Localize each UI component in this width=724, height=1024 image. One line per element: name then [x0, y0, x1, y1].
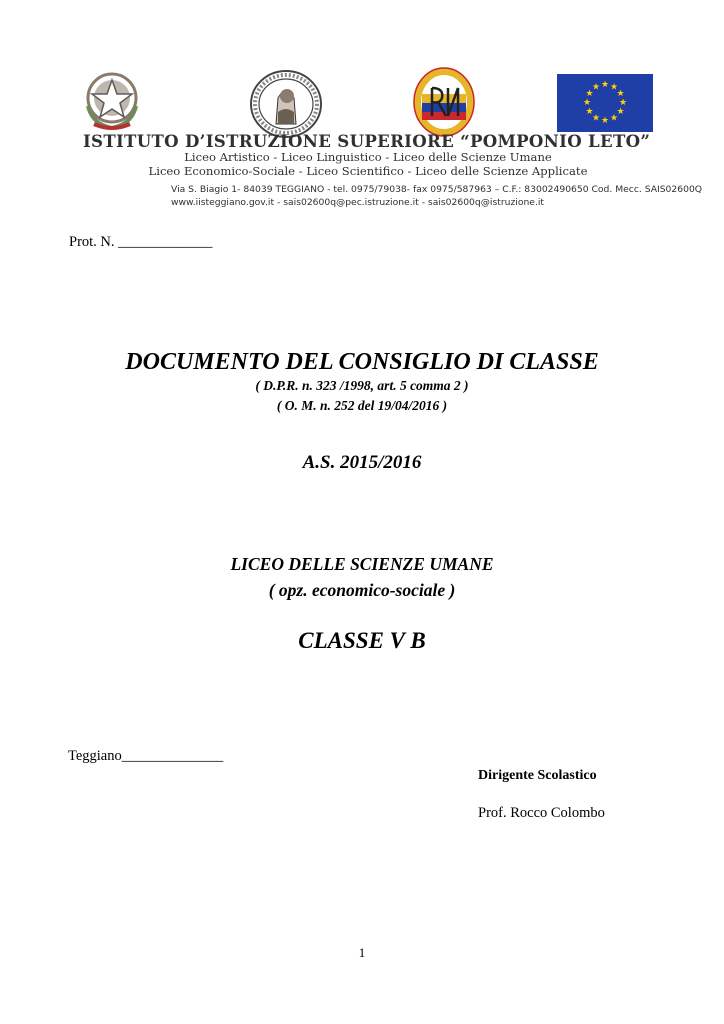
svg-text:★: ★ — [609, 82, 619, 93]
signature-role: Dirigente Scolastico — [478, 768, 597, 783]
course-name: LICEO DELLE SCIENZE UMANE — [230, 554, 494, 574]
svg-text:★: ★ — [609, 113, 619, 124]
svg-text:★: ★ — [600, 80, 610, 90]
legal-reference-1: ( D.P.R. n. 323 /1998, art. 5 comma 2 ) — [255, 378, 469, 393]
protocol-number: Prot. N. _____________ — [69, 234, 213, 250]
school-address: Via S. Biagio 1- 84039 TEGGIANO - tel. 0975/79038- fax 0975/587963 – C.F.: 83002490650 Cod. Mecc. SAIS02600Q — [171, 184, 703, 195]
svg-text:★: ★ — [591, 82, 601, 93]
svg-text:★: ★ — [585, 89, 594, 99]
istituto-seal — [248, 68, 324, 140]
page-number: 1 — [358, 945, 366, 960]
licei-line-2: Liceo Economico-Sociale - Liceo Scientifico - Liceo delle Scienze Applicate — [148, 164, 588, 178]
svg-text:★: ★ — [616, 89, 625, 99]
signature-name: Prof. Rocco Colombo — [478, 805, 605, 821]
place-date: Teggiano______________ — [68, 748, 224, 764]
svg-text:★: ★ — [585, 107, 594, 117]
italian-republic-emblem — [78, 66, 146, 134]
licei-line-1: Liceo Artistico - Liceo Linguistico - Liceo delle Scienze Umane — [184, 150, 552, 164]
school-name: ISTITUTO D’ISTRUZIONE SUPERIORE “POMPONIO LETO” — [83, 131, 651, 151]
svg-text:★: ★ — [582, 98, 592, 108]
svg-text:★: ★ — [600, 116, 610, 126]
european-union-flag — [557, 74, 653, 132]
course-option: ( opz. economico-sociale ) — [268, 580, 456, 600]
rn-logo — [410, 64, 478, 140]
class-name: CLASSE V B — [298, 628, 426, 653]
school-year: A.S. 2015/2016 — [302, 452, 422, 473]
svg-text:★: ★ — [591, 113, 601, 124]
document-title: DOCUMENTO DEL CONSIGLIO DI CLASSE — [125, 349, 599, 375]
school-contacts: www.iisteggiano.gov.it - sais02600q@pec.istruzione.it - sais02600q@istruzione.it — [171, 197, 545, 208]
svg-text:★: ★ — [618, 98, 628, 108]
svg-text:★: ★ — [616, 107, 625, 117]
legal-reference-2: ( O. M. n. 252 del 19/04/2016 ) — [276, 398, 448, 413]
